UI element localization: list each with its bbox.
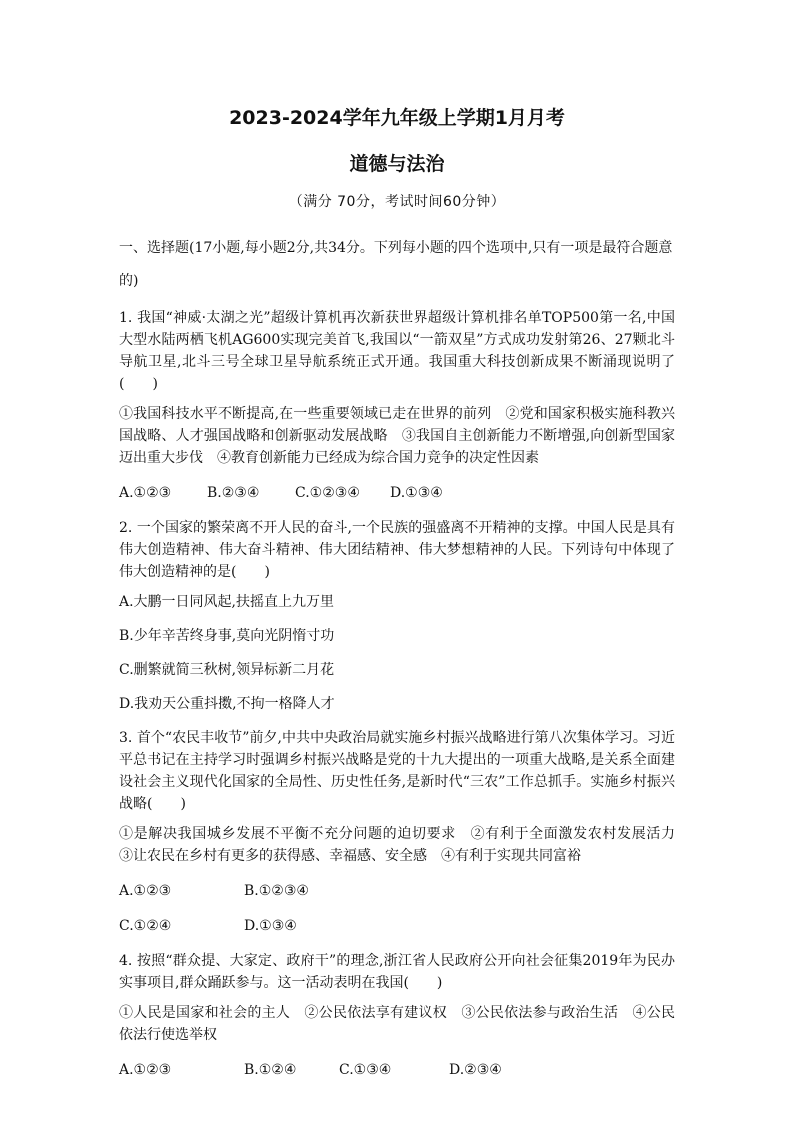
option-c[interactable]: C.①③④ [339,1062,392,1078]
option-row [119,1059,675,1081]
question-2 [119,517,675,715]
option-c[interactable]: C.①②④ [119,918,172,934]
option-b[interactable]: B.①②④ [244,1062,297,1078]
option-b[interactable]: B.①②③④ [244,883,309,899]
question-statements: ①是解决我国城乡发展不平衡不充分问题的迫切要求 ②有利于全面激发农村发展活力 ③让农民在乡村有更多的获得感、幸福感、安全感 ④有利于实现共同富裕 [119,826,689,864]
exam-content [119,232,689,1094]
option-a[interactable]: A.①②③ [119,485,172,501]
exam-title: 2023-2024学年九年级上学期1月月考 [229,107,565,129]
question-4 [119,950,675,1081]
option-row [119,482,675,504]
question-statements: ①人民是国家和社会的主人 ②公民依法享有建议权 ③公民依法参与政治生活 ④公民依法行使选举权 [119,1005,675,1043]
option-b[interactable]: B.少年辛苦终身事,莫向光阴惰寸功 [119,628,335,644]
question-3 [119,727,689,937]
option-d[interactable]: D.①③④ [244,918,297,934]
option-a[interactable]: A.①②③ [119,1062,172,1078]
option-d[interactable]: D.②③④ [449,1062,502,1078]
option-c[interactable]: C.①②③④ [295,485,360,501]
option-d[interactable]: D.①③④ [390,485,443,501]
option-row [119,880,675,902]
exam-note: （满分 70分，考试时间60分钟） [288,194,506,210]
question-stem: 3. 首个“农民丰收节”前夕,中共中央政治局就实施乡村振兴战略进行第八次集体学习。习近平总书记在主持学习时强调乡村振兴战略是党的十九大提出的一项重大战略,是关系全面建设社会主义现代化国家的全局性、历史性任务,是新时代“三农”工作总抓手。实施乡村振兴战略( ) [119,730,675,812]
option-c[interactable]: C.删繁就简三秋树,领异标新二月花 [119,662,335,678]
option-a[interactable]: A.①②③ [119,883,172,899]
option-row [119,915,675,937]
question-stem: 1. 我国“神威·太湖之光”超级计算机再次新获世界超级计算机排名单TOP500第一名,中国大型水陆两栖飞机AG600实现完美首飞,我国以“一箭双星”方式成功发射第26、27颗北斗导航卫星,北斗三号全球卫星导航系统正式开通。我国重大科技创新成果不断涌现说明了( ) [119,310,675,392]
option-d[interactable]: D.我劝天公重抖擞,不拘一格降人才 [119,696,335,712]
question-stem: 4. 按照“群众提、大家定、政府干”的理念,浙江省人民政府公开向社会征集2019年为民办实事项目,群众踊跃参与。这一活动表明在我国( ) [119,953,675,991]
question-stem: 2. 一个国家的繁荣离不开人民的奋斗,一个民族的强盛离不开精神的支撑。中国人民是具有伟大创造精神、伟大奋斗精神、伟大团结精神、伟大梦想精神的人民。下列诗句中体现了伟大创造精神的是( ) [119,520,675,580]
subject-title: 道德与法治 [349,153,445,175]
option-a[interactable]: A.大鹏一日同风起,扶摇直上九万里 [119,594,335,610]
question-1 [119,307,675,504]
question-statements: ①我国科技水平不断提高,在一些重要领域已走在世界的前列 ②党和国家积极实施科教兴国战略、人才强国战略和创新驱动发展战略 ③我国自主创新能力不断增强,向创新型国家迈出重大步伐 ④教育创新能力已经成为综合国力竞争的决定性因素 [119,406,675,466]
section-heading: 一、选择题(17小题,每小题2分,共34分。下列每小题的四个选项中,只有一项是最符合题意的) [119,240,673,289]
option-b[interactable]: B.②③④ [207,485,260,501]
